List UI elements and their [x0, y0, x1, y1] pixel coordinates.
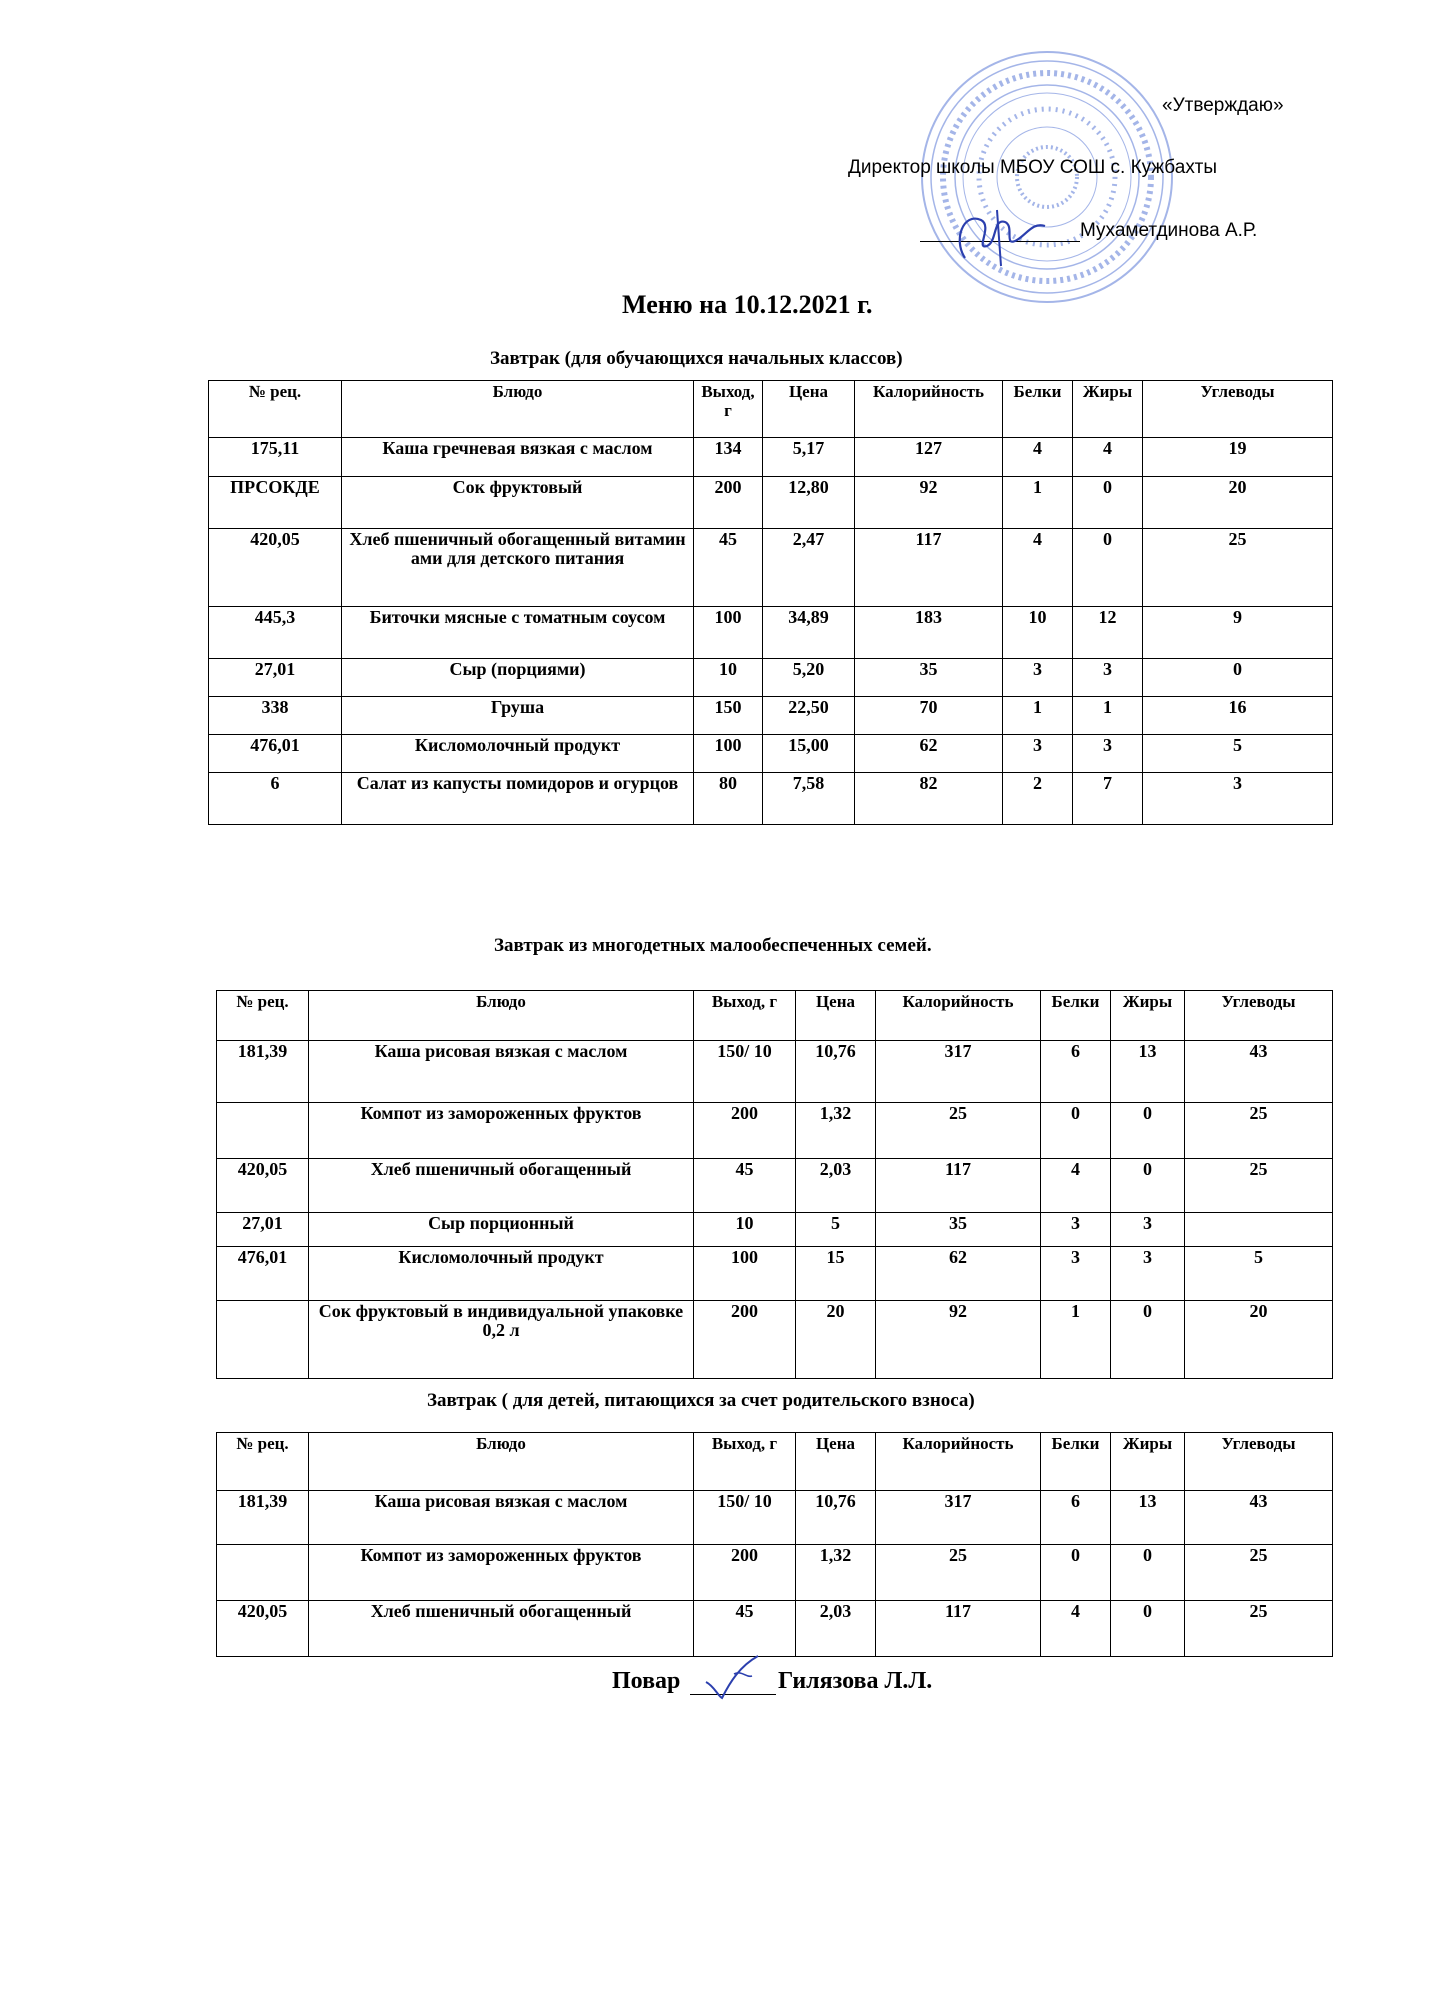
cook-signature: [700, 1652, 770, 1702]
cell-dish: Хлеб пшеничный обогащенный витаминами для детского питания: [342, 529, 694, 607]
col-header-price: Цена: [796, 1433, 876, 1491]
cell-protein: 3: [1041, 1213, 1111, 1247]
cell-carbs: 16: [1143, 697, 1333, 735]
cell-protein: 3: [1003, 659, 1073, 697]
cell-fat: 0: [1111, 1601, 1185, 1657]
director-signature: [945, 200, 1055, 270]
cell-recipe: 27,01: [209, 659, 342, 697]
cell-yield: 10: [694, 659, 763, 697]
cell-dish: Кисломолочный продукт: [342, 735, 694, 773]
cell-yield: 150/ 10: [694, 1491, 796, 1545]
cell-fat: 0: [1111, 1545, 1185, 1601]
col-header-yield: Выход, г: [694, 381, 763, 438]
director-line: Директор школы МБОУ СОШ с. Кужбахты: [848, 157, 1217, 178]
section-heading-primary: Завтрак (для обучающихся начальных классов): [490, 348, 903, 369]
cell-dish: Хлеб пшеничный обогащенный: [309, 1159, 694, 1213]
cell-protein: 0: [1041, 1545, 1111, 1601]
cell-recipe: 420,05: [217, 1159, 309, 1213]
table-row: [209, 607, 1333, 659]
col-header-price: Цена: [796, 991, 876, 1041]
cell-protein: 3: [1041, 1247, 1111, 1301]
cell-price: 2,03: [796, 1601, 876, 1657]
table-row: [209, 477, 1333, 529]
col-header-protein: Белки: [1003, 381, 1073, 438]
cell-recipe: [217, 1545, 309, 1601]
cell-recipe: ПРСОКДЕ: [209, 477, 342, 529]
cell-protein: 1: [1003, 477, 1073, 529]
cell-carbs: 43: [1185, 1491, 1333, 1545]
table-row: [217, 1491, 1333, 1545]
cell-yield: 134: [694, 438, 763, 477]
col-header-protein: Белки: [1041, 991, 1111, 1041]
cell-yield: 10: [694, 1213, 796, 1247]
col-header-calories: Калорийность: [876, 991, 1041, 1041]
cell-calories: 183: [855, 607, 1003, 659]
cell-price: 5,20: [763, 659, 855, 697]
cell-carbs: 5: [1185, 1247, 1333, 1301]
cell-calories: 117: [855, 529, 1003, 607]
cell-price: 5: [796, 1213, 876, 1247]
cell-protein: 4: [1041, 1159, 1111, 1213]
table-header-row: [209, 381, 1333, 438]
cell-carbs: 25: [1143, 529, 1333, 607]
cell-protein: 1: [1041, 1301, 1111, 1379]
cell-protein: 0: [1041, 1103, 1111, 1159]
cell-price: 5,17: [763, 438, 855, 477]
col-header-calories: Калорийность: [855, 381, 1003, 438]
table-row: [209, 697, 1333, 735]
col-header-yield: Выход, г: [694, 991, 796, 1041]
cell-dish: Сыр порционный: [309, 1213, 694, 1247]
table-row: [217, 1213, 1333, 1247]
cell-price: 15: [796, 1247, 876, 1301]
cell-dish: Каша рисовая вязкая с маслом: [309, 1041, 694, 1103]
cell-fat: 3: [1111, 1247, 1185, 1301]
cell-dish: Кисломолочный продукт: [309, 1247, 694, 1301]
cell-dish: Груша: [342, 697, 694, 735]
cell-recipe: 476,01: [209, 735, 342, 773]
table-row: [209, 659, 1333, 697]
cell-fat: 7: [1073, 773, 1143, 825]
table-row: [217, 1041, 1333, 1103]
cell-fat: 0: [1073, 529, 1143, 607]
cell-calories: 25: [876, 1545, 1041, 1601]
cook-name: Гилязова Л.Л.: [778, 1668, 933, 1694]
col-header-yield: Выход, г: [694, 1433, 796, 1491]
col-header-recipe: № рец.: [209, 381, 342, 438]
cell-price: 10,76: [796, 1041, 876, 1103]
cell-yield: 200: [694, 1301, 796, 1379]
cell-fat: 0: [1111, 1103, 1185, 1159]
cook-label: Повар: [612, 1668, 681, 1694]
col-header-carbs: Углеводы: [1185, 1433, 1333, 1491]
cell-calories: 70: [855, 697, 1003, 735]
col-header-fat: Жиры: [1111, 991, 1185, 1041]
cell-calories: 62: [876, 1247, 1041, 1301]
cell-calories: 35: [855, 659, 1003, 697]
cell-carbs: 25: [1185, 1103, 1333, 1159]
table-row: [217, 1103, 1333, 1159]
cell-fat: 0: [1073, 477, 1143, 529]
menu-table-parent-fee: [216, 1432, 1333, 1657]
cell-recipe: 181,39: [217, 1491, 309, 1545]
cell-dish: Компот из замороженных фруктов: [309, 1545, 694, 1601]
table-row: [217, 1301, 1333, 1379]
cell-dish: Сыр (порциями): [342, 659, 694, 697]
table-row: [209, 529, 1333, 607]
cell-carbs: 43: [1185, 1041, 1333, 1103]
cell-recipe: 420,05: [217, 1601, 309, 1657]
cell-fat: 3: [1111, 1213, 1185, 1247]
cell-yield: 80: [694, 773, 763, 825]
cell-calories: 317: [876, 1491, 1041, 1545]
cell-fat: 13: [1111, 1491, 1185, 1545]
cell-price: 1,32: [796, 1545, 876, 1601]
cell-recipe: 476,01: [217, 1247, 309, 1301]
table-row: [217, 1601, 1333, 1657]
cell-price: 22,50: [763, 697, 855, 735]
col-header-calories: Калорийность: [876, 1433, 1041, 1491]
cell-protein: 6: [1041, 1041, 1111, 1103]
cell-yield: 200: [694, 1103, 796, 1159]
cell-calories: 117: [876, 1159, 1041, 1213]
cell-carbs: 25: [1185, 1601, 1333, 1657]
cell-calories: 317: [876, 1041, 1041, 1103]
table-header-row: [217, 1433, 1333, 1491]
cell-price: 34,89: [763, 607, 855, 659]
director-name: Мухаметдинова А.Р.: [1080, 220, 1258, 241]
cell-recipe: 6: [209, 773, 342, 825]
col-header-fat: Жиры: [1073, 381, 1143, 438]
cell-yield: 45: [694, 1159, 796, 1213]
cell-dish: Биточки мясные с томатным соусом: [342, 607, 694, 659]
cell-protein: 2: [1003, 773, 1073, 825]
cell-carbs: 20: [1143, 477, 1333, 529]
cell-calories: 62: [855, 735, 1003, 773]
cell-yield: 150/ 10: [694, 1041, 796, 1103]
cell-price: 7,58: [763, 773, 855, 825]
cell-yield: 200: [694, 477, 763, 529]
cell-yield: 100: [694, 735, 763, 773]
table-header-row: [217, 991, 1333, 1041]
cell-fat: 12: [1073, 607, 1143, 659]
cell-fat: 4: [1073, 438, 1143, 477]
cell-protein: 6: [1041, 1491, 1111, 1545]
section-heading-large-families: Завтрак из многодетных малообеспеченных семей.: [494, 935, 932, 956]
cell-fat: 3: [1073, 735, 1143, 773]
cell-calories: 117: [876, 1601, 1041, 1657]
table-row: [217, 1247, 1333, 1301]
page-title: Меню на 10.12.2021 г.: [622, 290, 873, 319]
cell-yield: 100: [694, 607, 763, 659]
cell-dish: Компот из замороженных фруктов: [309, 1103, 694, 1159]
cell-price: 2,03: [796, 1159, 876, 1213]
cell-recipe: 181,39: [217, 1041, 309, 1103]
col-header-protein: Белки: [1041, 1433, 1111, 1491]
cell-calories: 35: [876, 1213, 1041, 1247]
cell-recipe: 420,05: [209, 529, 342, 607]
cell-carbs: [1185, 1213, 1333, 1247]
cell-protein: 4: [1003, 438, 1073, 477]
cell-protein: 3: [1003, 735, 1073, 773]
cell-protein: 1: [1003, 697, 1073, 735]
cell-protein: 4: [1041, 1601, 1111, 1657]
col-header-dish: Блюдо: [309, 991, 694, 1041]
cell-calories: 82: [855, 773, 1003, 825]
cell-calories: 92: [876, 1301, 1041, 1379]
cell-protein: 4: [1003, 529, 1073, 607]
cell-price: 12,80: [763, 477, 855, 529]
cell-fat: 3: [1073, 659, 1143, 697]
cell-recipe: 338: [209, 697, 342, 735]
cell-price: 20: [796, 1301, 876, 1379]
cell-yield: 45: [694, 1601, 796, 1657]
col-header-carbs: Углеводы: [1185, 991, 1333, 1041]
approve-label: «Утверждаю»: [1162, 95, 1284, 116]
cell-dish: Каша гречневая вязкая с маслом: [342, 438, 694, 477]
cell-carbs: 3: [1143, 773, 1333, 825]
menu-table-primary: [208, 380, 1333, 825]
cell-dish: Хлеб пшеничный обогащенный: [309, 1601, 694, 1657]
cell-carbs: 25: [1185, 1545, 1333, 1601]
cell-carbs: 9: [1143, 607, 1333, 659]
cell-dish: Салат из капусты помидоров и огурцов: [342, 773, 694, 825]
cell-recipe: [217, 1103, 309, 1159]
cell-recipe: 27,01: [217, 1213, 309, 1247]
col-header-recipe: № рец.: [217, 991, 309, 1041]
table-row: [209, 773, 1333, 825]
cell-calories: 127: [855, 438, 1003, 477]
cell-calories: 25: [876, 1103, 1041, 1159]
col-header-price: Цена: [763, 381, 855, 438]
cell-fat: 13: [1111, 1041, 1185, 1103]
cell-protein: 10: [1003, 607, 1073, 659]
cell-yield: 200: [694, 1545, 796, 1601]
menu-table-large-families: [216, 990, 1333, 1379]
table-row: [217, 1545, 1333, 1601]
cell-carbs: 19: [1143, 438, 1333, 477]
cell-carbs: 20: [1185, 1301, 1333, 1379]
col-header-dish: Блюдо: [309, 1433, 694, 1491]
cell-fat: 0: [1111, 1301, 1185, 1379]
col-header-fat: Жиры: [1111, 1433, 1185, 1491]
col-header-dish: Блюдо: [342, 381, 694, 438]
col-header-carbs: Углеводы: [1143, 381, 1333, 438]
cell-carbs: 0: [1143, 659, 1333, 697]
cell-yield: 150: [694, 697, 763, 735]
table-row: [209, 438, 1333, 477]
cell-calories: 92: [855, 477, 1003, 529]
cell-dish: Каша рисовая вязкая с маслом: [309, 1491, 694, 1545]
cell-recipe: [217, 1301, 309, 1379]
cell-carbs: 25: [1185, 1159, 1333, 1213]
cell-recipe: 175,11: [209, 438, 342, 477]
cell-price: 1,32: [796, 1103, 876, 1159]
cell-yield: 100: [694, 1247, 796, 1301]
cell-carbs: 5: [1143, 735, 1333, 773]
table-row: [217, 1159, 1333, 1213]
cell-yield: 45: [694, 529, 763, 607]
cell-price: 2,47: [763, 529, 855, 607]
cell-dish: Сок фруктовый: [342, 477, 694, 529]
col-header-recipe: № рец.: [217, 1433, 309, 1491]
cell-recipe: 445,3: [209, 607, 342, 659]
cell-fat: 0: [1111, 1159, 1185, 1213]
cell-dish: Сок фруктовый в индивидуальной упаковке 0,2 л: [309, 1301, 694, 1379]
table-row: [209, 735, 1333, 773]
cell-price: 15,00: [763, 735, 855, 773]
cell-fat: 1: [1073, 697, 1143, 735]
cell-price: 10,76: [796, 1491, 876, 1545]
section-heading-parent-fee: Завтрак ( для детей, питающихся за счет родительского взноса): [427, 1390, 975, 1411]
